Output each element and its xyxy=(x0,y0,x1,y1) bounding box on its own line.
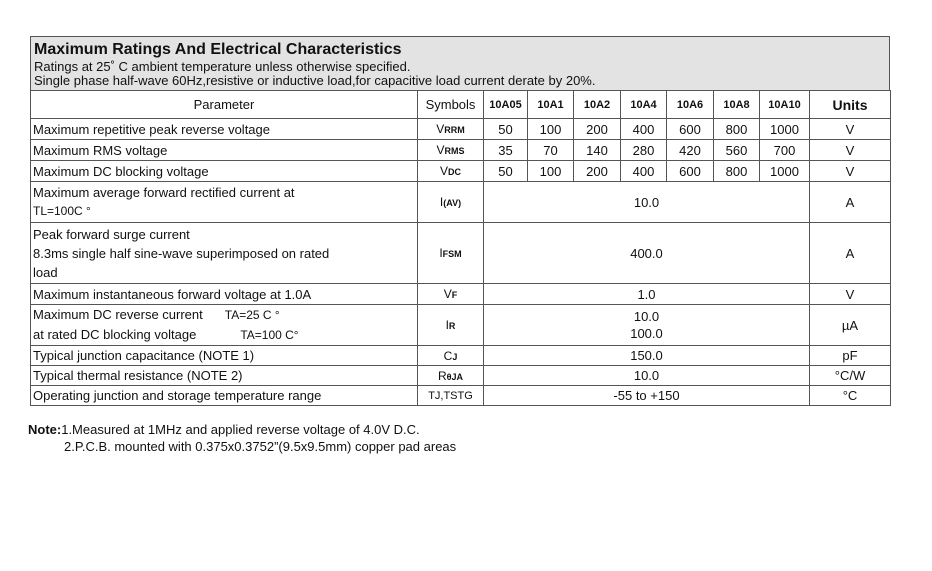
value-cell: 400.0 xyxy=(484,223,810,284)
param-cell: Maximum DC blocking voltage xyxy=(31,161,418,182)
value-cell: 420 xyxy=(667,140,714,161)
unit-cell: V xyxy=(810,140,891,161)
unit-cell: V xyxy=(810,161,891,182)
symbol-cell: VF xyxy=(418,284,484,305)
unit-cell: µA xyxy=(810,305,891,346)
param-cell: Operating junction and storage temperature range xyxy=(31,386,418,406)
part-header: 10A05 xyxy=(484,91,528,119)
unit-cell: °C/W xyxy=(810,366,891,386)
part-header: 10A10 xyxy=(760,91,810,119)
table-row xyxy=(31,140,891,161)
part-header: 10A4 xyxy=(621,91,667,119)
value-cell: 70 xyxy=(528,140,574,161)
value-cell: 100 xyxy=(528,119,574,140)
ratings-section xyxy=(30,36,890,406)
value-cell: 1.0 xyxy=(484,284,810,305)
ratings-conditions: Ratings at 25˚ C ambient temperature unless otherwise specified. xyxy=(34,59,411,74)
value-cell: 100 xyxy=(528,161,574,182)
table-row xyxy=(31,346,891,366)
unit-cell: °C xyxy=(810,386,891,406)
unit-cell: V xyxy=(810,284,891,305)
section-title: Maximum Ratings And Electrical Characteristics xyxy=(34,41,402,58)
unit-cell: A xyxy=(810,182,891,223)
note-1: 1.Measured at 1MHz and applied reverse voltage of 4.0V D.C. xyxy=(61,422,420,437)
value-cell: 140 xyxy=(574,140,621,161)
ratings-table xyxy=(30,90,891,406)
param-cell: Typical junction capacitance (NOTE 1) xyxy=(31,346,418,366)
symbol-cell: IFSM xyxy=(418,223,484,284)
value-cell: 150.0 xyxy=(484,346,810,366)
value-cell: 800 xyxy=(714,119,760,140)
unit-cell: A xyxy=(810,223,891,284)
load-conditions: Single phase half-wave 60Hz,resistive or inductive load,for capacitive load current derate by 20%. xyxy=(34,73,596,88)
units-header: Units xyxy=(810,91,891,119)
param-cell: Maximum DC reverse current TA=25 C ° at rated DC blocking voltage TA=100 C° xyxy=(31,305,418,346)
unit-cell: V xyxy=(810,119,891,140)
param-cell: Maximum repetitive peak reverse voltage xyxy=(31,119,418,140)
value-cell: 10.0 xyxy=(484,366,810,386)
value-cell: 10.0 100.0 xyxy=(484,305,810,346)
part-header: 10A2 xyxy=(574,91,621,119)
part-header: 10A1 xyxy=(528,91,574,119)
symbol-cell: RθJA xyxy=(418,366,484,386)
table-row xyxy=(31,366,891,386)
value-cell: 50 xyxy=(484,119,528,140)
value-cell: 600 xyxy=(667,119,714,140)
param-cell: Maximum RMS voltage xyxy=(31,140,418,161)
symbol-cell: CJ xyxy=(418,346,484,366)
symbol-cell: TJ,TSTG xyxy=(418,386,484,406)
table-row xyxy=(31,161,891,182)
param-cell: Typical thermal resistance (NOTE 2) xyxy=(31,366,418,386)
value-cell: 400 xyxy=(621,161,667,182)
value-cell: 200 xyxy=(574,119,621,140)
table-row xyxy=(31,284,891,305)
value-cell: 280 xyxy=(621,140,667,161)
note-2: 2.P.C.B. mounted with 0.375x0.3752”(9.5x9.5mm) copper pad areas xyxy=(64,439,457,454)
section-header xyxy=(30,36,890,90)
value-cell: 35 xyxy=(484,140,528,161)
table-row xyxy=(31,182,891,223)
param-cell: Peak forward surge current 8.3ms single half sine-wave superimposed on rated load xyxy=(31,223,418,284)
symbol-cell: VDC xyxy=(418,161,484,182)
part-header: 10A8 xyxy=(714,91,760,119)
value-cell: 560 xyxy=(714,140,760,161)
symbol-cell: VRMS xyxy=(418,140,484,161)
part-header: 10A6 xyxy=(667,91,714,119)
symbol-cell: I(AV) xyxy=(418,182,484,223)
table-row xyxy=(31,223,891,284)
table-row xyxy=(31,386,891,406)
value-cell: 1000 xyxy=(760,161,810,182)
value-cell: 400 xyxy=(621,119,667,140)
value-cell: 10.0 xyxy=(484,182,810,223)
notes xyxy=(28,421,456,455)
table-row xyxy=(31,305,891,346)
table-header-row xyxy=(31,91,891,119)
value-cell: 600 xyxy=(667,161,714,182)
value-cell: 800 xyxy=(714,161,760,182)
unit-cell: pF xyxy=(810,346,891,366)
value-cell: 50 xyxy=(484,161,528,182)
symbol-cell: VRRM xyxy=(418,119,484,140)
table-row xyxy=(31,119,891,140)
symbol-cell: IR xyxy=(418,305,484,346)
note-label: Note: xyxy=(28,422,62,437)
symbols-header: Symbols xyxy=(418,91,484,119)
param-cell: Maximum instantaneous forward voltage at 1.0A xyxy=(31,284,418,305)
value-cell: 1000 xyxy=(760,119,810,140)
parameter-header: Parameter xyxy=(31,91,418,119)
value-cell: -55 to +150 xyxy=(484,386,810,406)
value-cell: 700 xyxy=(760,140,810,161)
value-cell: 200 xyxy=(574,161,621,182)
param-cell: Maximum average forward rectified current at TL=100C ° xyxy=(31,182,418,223)
